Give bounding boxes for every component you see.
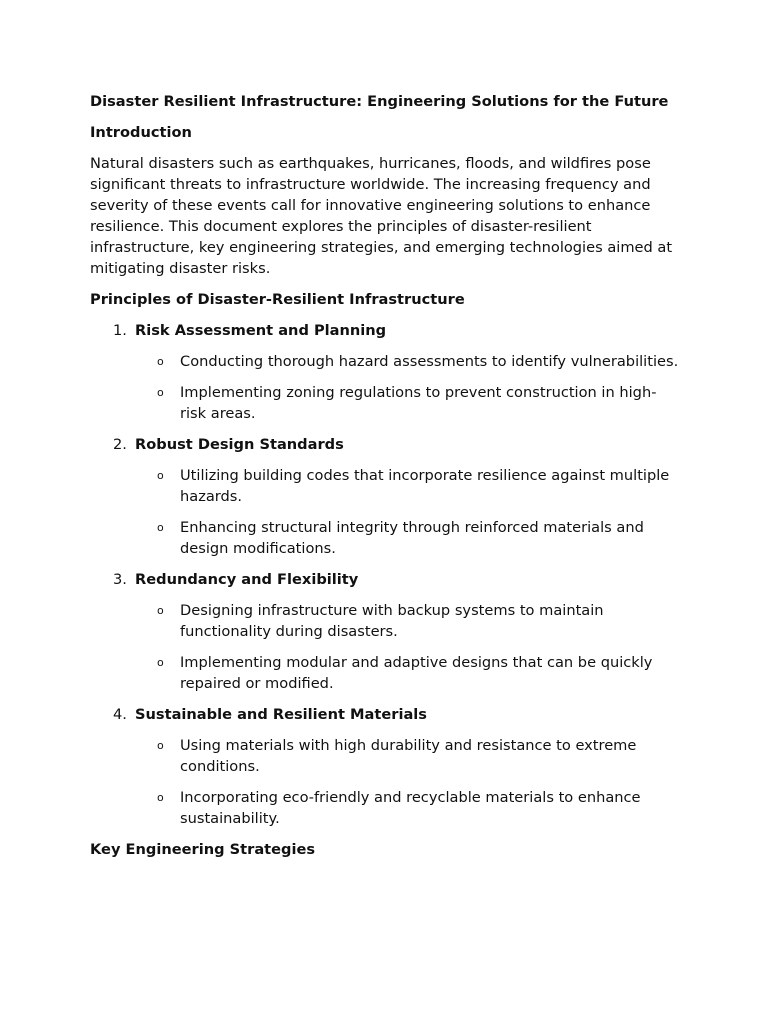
- bullet-text: Designing infrastructure with backup systems to maintain functionality during disasters.: [180, 602, 604, 640]
- bullet-text: Using materials with high durability and resistance to extreme conditions.: [180, 737, 637, 775]
- bullet-item: [90, 465, 680, 507]
- strategies-heading: Key Engineering Strategies: [90, 841, 316, 858]
- principle-bullets: [90, 351, 680, 424]
- principle-heading: [90, 434, 680, 455]
- principle-heading: [90, 704, 680, 725]
- principle-title: Redundancy and Flexibility: [135, 571, 359, 588]
- document-title: Disaster Resilient Infrastructure: Engineering Solutions for the Future: [90, 93, 669, 110]
- bullet-marker-icon: o: [157, 791, 164, 804]
- principle-bullets: [90, 465, 680, 559]
- bullet-marker-icon: o: [157, 386, 164, 399]
- principle-number: 2.: [113, 436, 127, 453]
- bullet-item: [90, 351, 680, 372]
- bullet-marker-icon: o: [157, 656, 164, 669]
- principle-number: 3.: [113, 571, 127, 588]
- principle-bullets: [90, 600, 680, 694]
- bullet-text: Utilizing building codes that incorporate resilience against multiple hazards.: [180, 467, 670, 505]
- bullet-marker-icon: o: [157, 469, 164, 482]
- principle-item: [90, 434, 680, 559]
- bullet-item: [90, 787, 680, 829]
- principle-bullets: [90, 735, 680, 829]
- document-page: [90, 91, 680, 870]
- bullet-item: [90, 735, 680, 777]
- principle-heading: [90, 320, 680, 341]
- principle-item: [90, 704, 680, 829]
- intro-paragraph: Natural disasters such as earthquakes, hurricanes, floods, and wildfires pose significant threats to infrastructure worldwide. The increasing frequency and severity of these events call for innovative engineering solutions to enhance resilience. This document explores the principles of disaster-resilient infrastructure, key engineering strategies, and emerging technologies aimed at mitigating disaster risks.: [90, 155, 673, 277]
- bullet-marker-icon: o: [157, 355, 164, 368]
- intro-heading: Introduction: [90, 124, 192, 141]
- bullet-item: [90, 382, 680, 424]
- bullet-text: Implementing modular and adaptive designs that can be quickly repaired or modified.: [180, 654, 653, 692]
- principles-heading: Principles of Disaster-Resilient Infrastructure: [90, 291, 465, 308]
- principle-item: [90, 320, 680, 424]
- bullet-marker-icon: o: [157, 739, 164, 752]
- principle-number: 4.: [113, 706, 127, 723]
- bullet-text: Incorporating eco-friendly and recyclable materials to enhance sustainability.: [180, 789, 641, 827]
- bullet-item: [90, 600, 680, 642]
- principle-title: Robust Design Standards: [135, 436, 344, 453]
- bullet-marker-icon: o: [157, 521, 164, 534]
- bullet-item: [90, 652, 680, 694]
- bullet-text: Conducting thorough hazard assessments to identify vulnerabilities.: [180, 353, 679, 370]
- bullet-text: Implementing zoning regulations to prevent construction in high-risk areas.: [180, 384, 657, 422]
- bullet-marker-icon: o: [157, 604, 164, 617]
- principle-heading: [90, 569, 680, 590]
- principle-number: 1.: [113, 322, 127, 339]
- bullet-item: [90, 517, 680, 559]
- principle-item: [90, 569, 680, 694]
- principle-title: Sustainable and Resilient Materials: [135, 706, 427, 723]
- principles-list: [90, 320, 680, 829]
- principle-title: Risk Assessment and Planning: [135, 322, 387, 339]
- bullet-text: Enhancing structural integrity through reinforced materials and design modifications.: [180, 519, 644, 557]
